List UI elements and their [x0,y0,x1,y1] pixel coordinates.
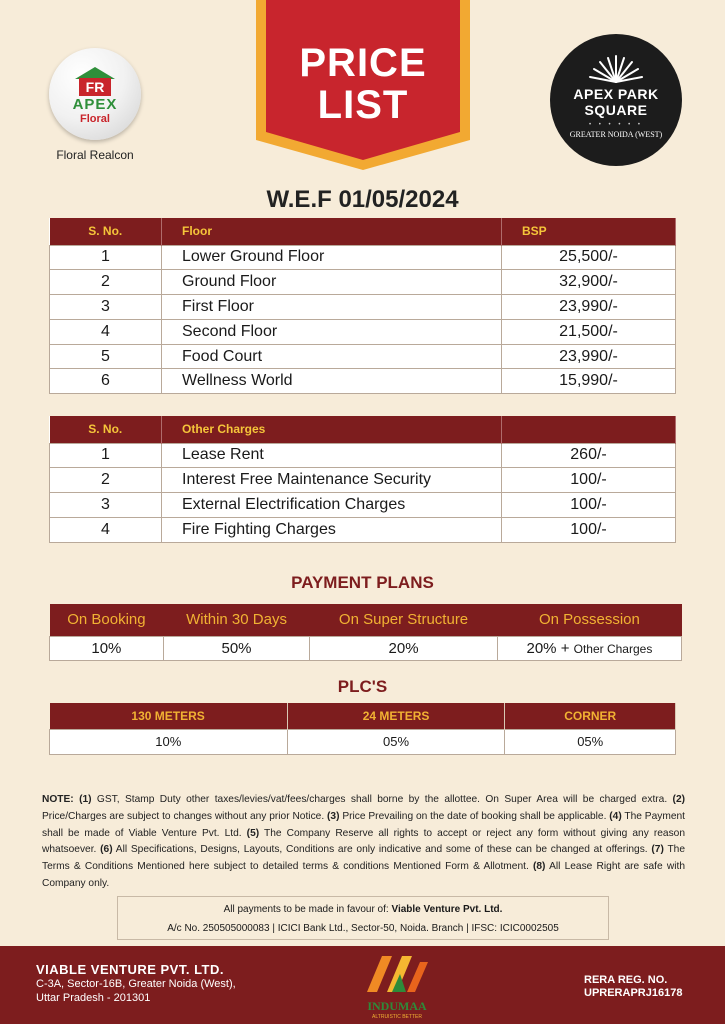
header-bsp: BSP [502,218,676,245]
header-sno: S. No. [50,218,162,245]
page-title: PRICE LIST [299,41,427,127]
payment-plans-title: PAYMENT PLANS [291,573,434,592]
table-row: 4 Second Floor 21,500/- [50,319,676,344]
floor-price-table [49,218,676,394]
terms-note: NOTE: (1) GST, Stamp Duty other taxes/levies/vat/fees/charges shall borne by the allottee. On Super Area will be charged extra. (2) Price/Charges are subject to changes without any prior Notice. (3) Price Prevailing on the date of booking shall be applicable. (4) The Payment shall be made of Viable Venture Pvt. Ltd. (5) The Company Reserve all rights to accept or reject any form without giving any reason whatsoever. (6) All Specifications, Designs, Layouts, Conditions are only indicative and some of these can be changed at offerings. (7) The Terms & Conditions Mentioned here subject to detailed terms & conditions Mentioned Form & Allotment. (8) All Lease Right are safe with Company only. [42,794,686,889]
apex-floral-logo [40,48,150,162]
plc-table [49,703,676,755]
brand-apex: APEX [72,96,118,113]
possession-value: 20% + Other Charges [497,636,681,660]
rera-block: RERA REG. NO. UPRERAPRJ16178 [584,974,683,999]
plc-header: 24 METERS [287,703,505,729]
table-row: 2 Ground Floor 32,900/- [50,270,676,295]
header-value [502,416,676,443]
table-row: 4 Fire Fighting Charges 100/- [50,517,676,542]
payment-info-box: All payments to be made in favour of: Viable Venture Pvt. Ltd. A/c No. 250505000083 | ICICI Bank Ltd., Sector-50, Noida. Branch | IFSC: ICIC0002505 [117,896,609,940]
plan-header: On Possession [497,604,681,636]
table-row: 1 Lease Rent 260/- [50,443,676,468]
plc-title: PLC'S [337,677,388,696]
table-row: 2 Interest Free Maintenance Security 100/- [50,468,676,493]
plc-header: 130 METERS [50,703,288,729]
brand-floral: Floral [80,113,110,125]
table-row: 1 Lower Ground Floor 25,500/- [50,245,676,270]
effective-date: W.E.F 01/05/2024 [266,186,459,213]
price-list-ribbon [256,0,470,170]
header-floor: Floor [162,218,502,245]
table-row: 6 Wellness World 15,990/- [50,369,676,394]
sunburst-icon [586,52,646,84]
apex-park-square-logo [550,34,682,166]
footer [0,946,725,1024]
right-logo-location: GREATER NOIDA (WEST) [569,130,663,139]
table-row: 10% 05% 05% [50,729,676,754]
table-row: 3 First Floor 23,990/- [50,295,676,320]
right-logo-title: APEX PARK SQUARE [573,86,659,118]
table-row: 3 External Electrification Charges 100/- [50,493,676,518]
developer-name: Floral Realcon [56,148,134,162]
house-icon: FR [75,67,115,97]
plc-header: CORNER [505,703,676,729]
footer-company-block: VIABLE VENTURE PVT. LTD. C-3A, Sector-16B, Greater Noida (West), Uttar Pradesh - 201301 [36,962,236,1004]
payment-plans-table [49,604,682,661]
table-row: 10% 50% 20% 20% + Other Charges [50,636,682,660]
plan-header: Within 30 Days [163,604,309,636]
plan-header: On Super Structure [310,604,498,636]
header-other-charges: Other Charges [162,416,502,443]
indumaa-logo: INDUMAA ALTRUISTIC BETTER [352,954,442,1020]
logo-dots: • • • • • • [589,122,643,128]
indumaa-mark-icon [362,954,432,992]
bank-details: A/c No. 250505000083 | ICICI Bank Ltd., Sector-50, Noida. Branch | IFSC: ICIC0002505 [167,923,559,934]
header-sno: S. No. [50,416,162,443]
plan-header: On Booking [50,604,164,636]
golf-ball-icon [49,48,141,140]
other-charges-table [49,416,676,543]
table-row: 5 Food Court 23,990/- [50,344,676,369]
